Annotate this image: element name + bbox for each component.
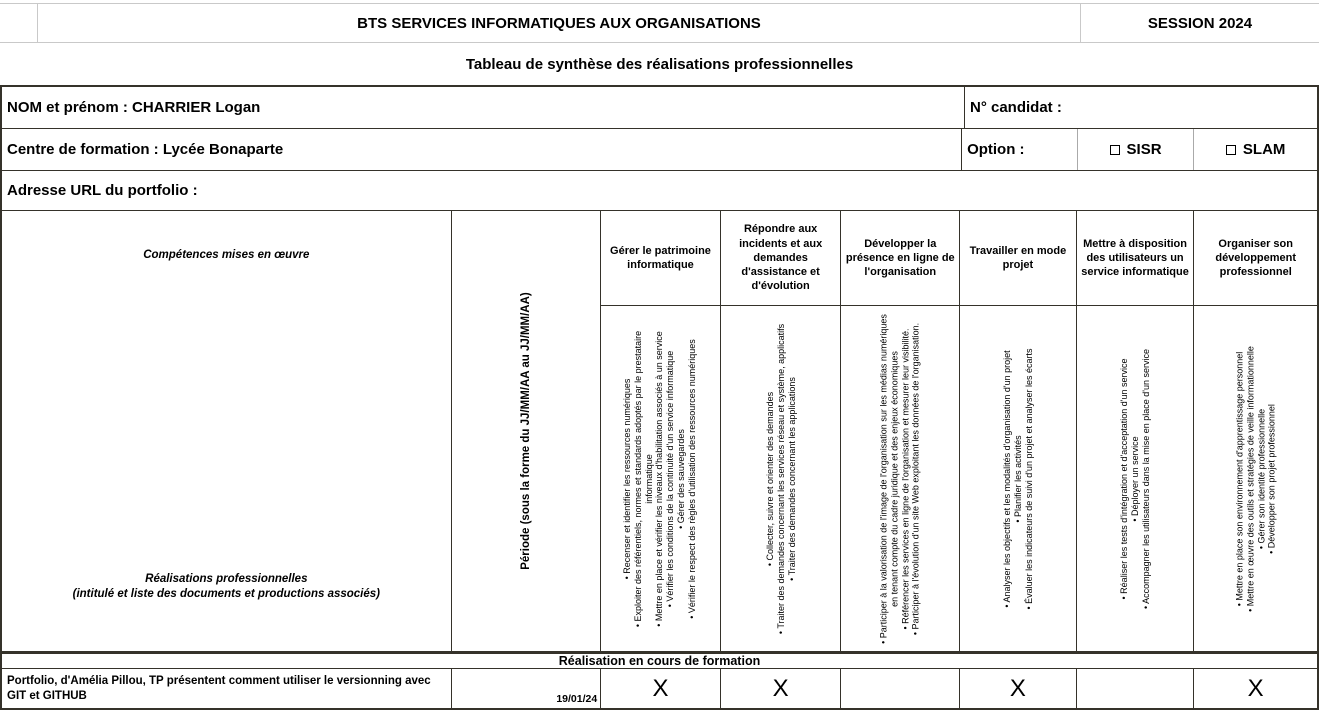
- column-skills: [1194, 306, 1317, 651]
- document-subtitle: Tableau de synthèse des réalisations professionnelles: [465, 56, 854, 73]
- row-portfolio-url: [2, 171, 1317, 211]
- header-spacer-cell: [0, 4, 38, 42]
- realisations-header-line1: Réalisations professionnelles: [145, 572, 308, 585]
- option-label: Option :: [961, 129, 1077, 170]
- portfolio-url-label: Adresse URL du portfolio :: [7, 182, 198, 199]
- mark-cell-repondre-incidents: X: [720, 669, 841, 708]
- mark-cell-service-informatique: [1076, 669, 1194, 708]
- column-developpement-professionnel: [1193, 211, 1317, 651]
- column-presence-en-ligne: [840, 211, 959, 651]
- column-title: Gérer le patrimoine informatique: [601, 211, 720, 306]
- left-header-cell: [2, 211, 451, 651]
- skills-list: • Mettre en place son environnement d'apprentissage personnel • Mettre en œuvre des outils et stratégies de veille informationnelle • Gérer son identité professionnelle • Développer son projet professionnel: [1234, 345, 1277, 612]
- column-title: Mettre à disposition des utilisateurs un service informatique: [1077, 211, 1194, 306]
- realisation-cell: Portfolio, d'Amélia Pillou, TP présentent comment utiliser le versionning avec GIT et GITHUB: [7, 674, 431, 702]
- column-mode-projet: [959, 211, 1076, 651]
- mark-cell-gerer-patrimoine: X: [600, 669, 720, 708]
- skills-list: • Collecter, suivre et orienter des demandes • Traiter des demandes concernant les services réseau et système, applicatifs • Traiter des demandes concernant les applications: [764, 323, 797, 634]
- section-band: Réalisation en cours de formation: [2, 654, 1317, 669]
- option-slam-cell: [1193, 129, 1317, 170]
- column-title: Travailler en mode projet: [960, 211, 1076, 306]
- realisations-header-line2: (intitulé et liste des documents et productions associés): [72, 588, 380, 601]
- skills-list: • Participer à la valorisation de l'image de l'organisation sur les médias numériques en tenant compte du cadre juridique et des enjeux économiques • Référencer les services en ligne de l'organisation et mesurer leur visibilité. • Participer à l'évolution d'un site Web exploitant les données de l'organisation.: [878, 313, 922, 644]
- training-center-label: Centre de formation : Lycée Bonaparte: [7, 141, 284, 158]
- competency-header-block: [2, 211, 1317, 654]
- mark-cell-developpement-professionnel: X: [1193, 669, 1317, 708]
- column-skills: [960, 306, 1076, 651]
- slam-label: SLAM: [1242, 141, 1286, 158]
- sisr-checkbox[interactable]: [1110, 145, 1120, 155]
- column-title: Organiser son développement professionnel: [1194, 211, 1317, 306]
- session-label: SESSION 2024: [1080, 4, 1319, 42]
- column-service-informatique: [1076, 211, 1194, 651]
- periode-header: Période (sous la forme du JJ/MM/AA au JJ/MM/AA): [519, 292, 532, 570]
- mark-cell-presence-en-ligne: [840, 669, 959, 708]
- skills-list: • Recenser et identifier les ressources numériques • Exploiter des référentiels, normes et standards adoptés par le prestataire informatique • Mettre en place et vérifier les niveaux d'habilitation associés à un service • Vérifier les conditions de la continuité d'un service informatique • Gérer des sauvegardes • Vérifier le respect des règles d'utilisation des ressources numériques: [622, 330, 698, 627]
- periode-header-cell: [451, 211, 601, 651]
- column-skills: [841, 306, 959, 651]
- competences-header: Compétences mises en œuvre: [143, 249, 310, 261]
- sisr-label: SISR: [1126, 141, 1162, 158]
- column-skills: [721, 306, 841, 651]
- column-skills: [1077, 306, 1194, 651]
- column-title: Répondre aux incidents et aux demandes d'assistance et d'évolution: [721, 211, 841, 306]
- option-sisr-cell: [1077, 129, 1194, 170]
- candidate-number-label: N° candidat :: [964, 87, 1317, 128]
- periode-cell: 19/01/24: [451, 669, 601, 708]
- row-name-candidate: [2, 87, 1317, 129]
- slam-checkbox[interactable]: [1226, 145, 1236, 155]
- realisations-header: [73, 572, 380, 603]
- table-row: [2, 669, 1317, 708]
- candidate-name-label: NOM et prénom : CHARRIER Logan: [7, 99, 261, 116]
- synthesis-table: [0, 85, 1319, 710]
- column-repondre-incidents: [720, 211, 841, 651]
- column-title: Développer la présence en ligne de l'organisation: [841, 211, 959, 306]
- skills-list: • Réaliser les tests d'intégration et d'acceptation d'un service • Déployer un service • Accompagner les utilisateurs dans la mise en place d'un service: [1118, 348, 1151, 609]
- document-title: BTS SERVICES INFORMATIQUES AUX ORGANISATIONS: [357, 14, 761, 32]
- row-center-option: [2, 129, 1317, 171]
- mark-cell-mode-projet: X: [959, 669, 1076, 708]
- column-skills: [601, 306, 720, 651]
- document-header-row: [0, 3, 1319, 43]
- skills-list: • Analyser les objectifs et les modalités d'organisation d'un projet • Planifier les activités • Évaluer les indicateurs de suivi d'un projet et analyser les écarts: [1001, 348, 1034, 609]
- column-gerer-patrimoine: [600, 211, 720, 651]
